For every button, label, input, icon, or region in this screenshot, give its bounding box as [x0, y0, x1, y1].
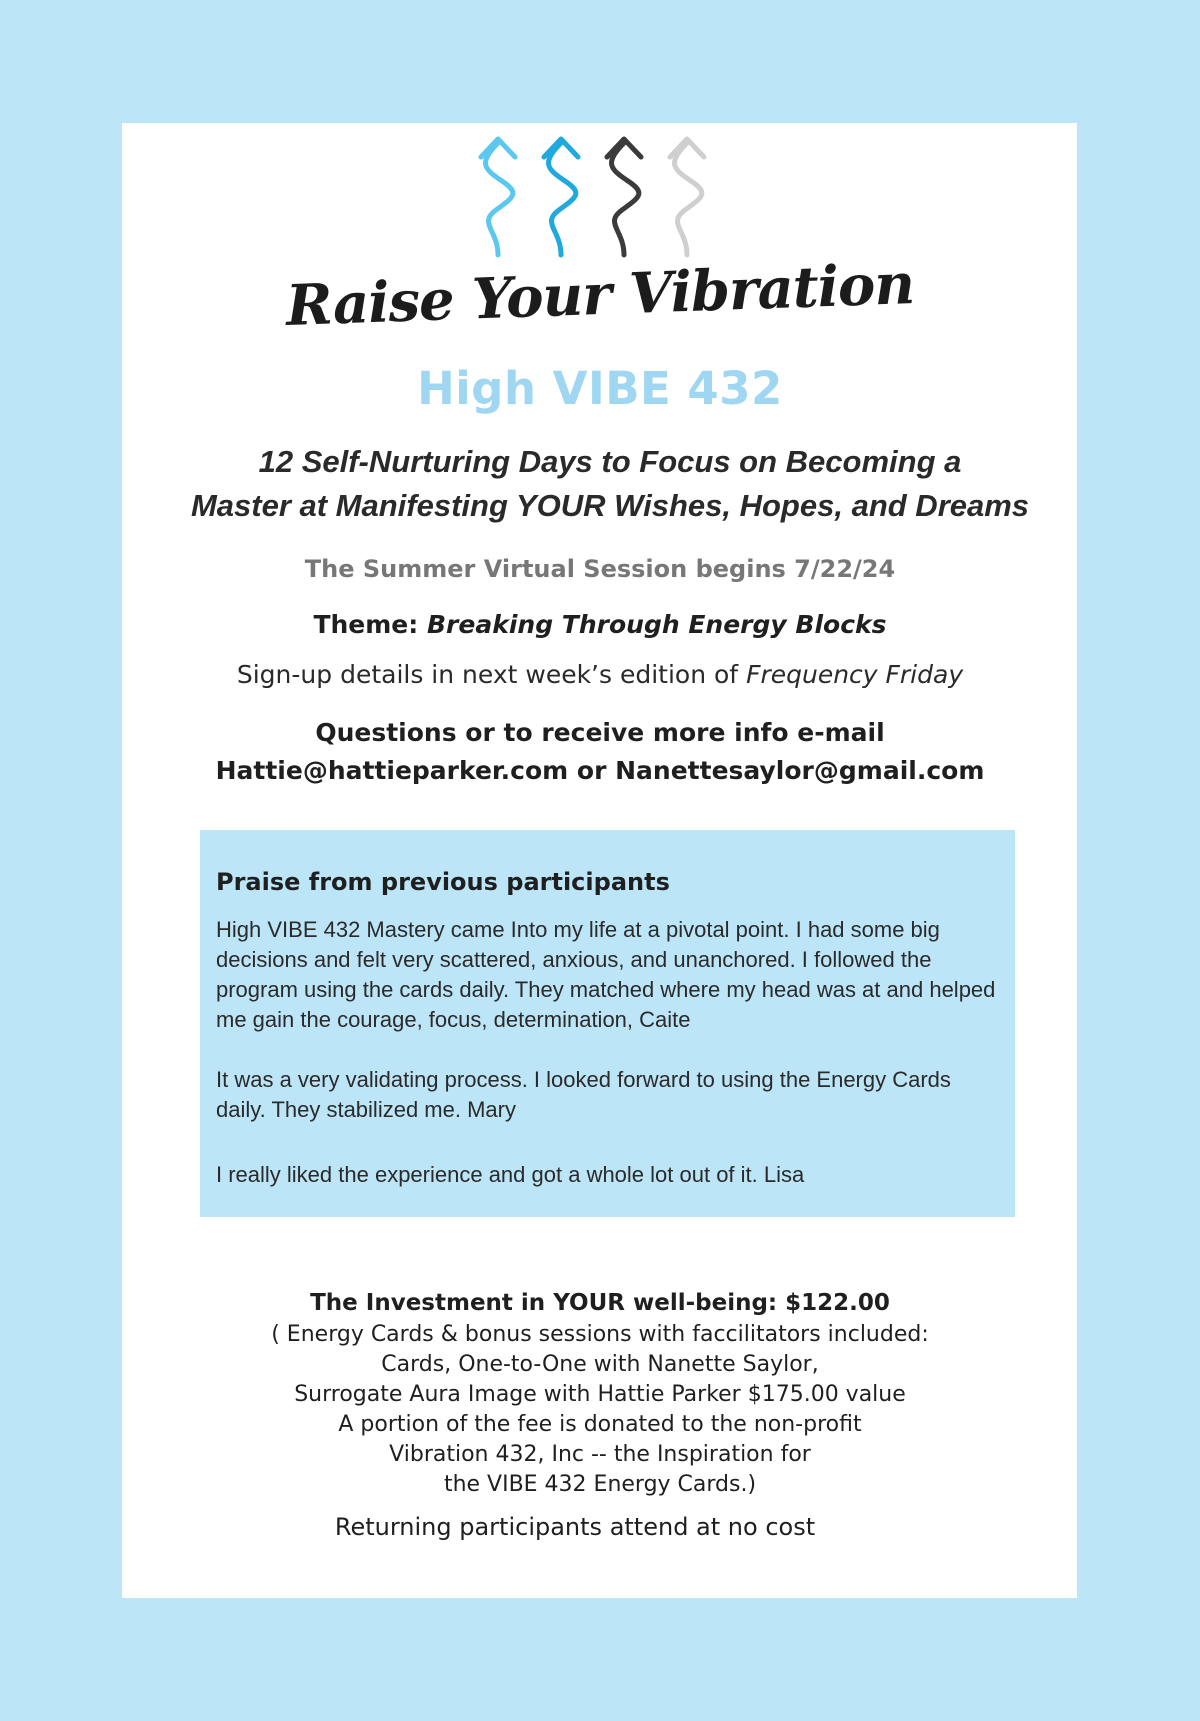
investment-headline: The Investment in YOUR well-being: $122.00 [310, 1290, 890, 1316]
script-title: Raise Your Vibration [284, 251, 916, 339]
investment-detail-line: ( Energy Cards & bonus sessions with faccilitators included: [271, 1322, 929, 1347]
contact-block [0, 714, 1200, 790]
investment-detail-line: Surrogate Aura Image with Hattie Parker $175.00 value [294, 1382, 906, 1407]
returning-note: Returning participants attend at no cost [334, 1513, 816, 1541]
testimonial-mary: It was a very validating process. I looked forward to using the Energy Cards daily. They stabilized me. Mary [216, 1067, 951, 1122]
theme-line [0, 610, 1200, 639]
testimonial-caite: High VIBE 432 Mastery came Into my life at a pivotal point. I had some big decisions and felt very scattered, anxious, and unanchored. I followed the program using the cards daily. They matched where my head was at and helped me gain the courage, focus, determination, Caite [216, 917, 996, 1032]
signup-publication: Frequency Friday [746, 660, 964, 689]
signup-line [0, 660, 1200, 689]
investment-detail-line: the VIBE 432 Energy Cards.) [443, 1472, 757, 1497]
investment-detail-line: Cards, One-to-One with Nanette Saylor, [381, 1352, 819, 1377]
investment-detail-line: A portion of the fee is donated to the non-profit [338, 1412, 862, 1437]
wavy-arrow-up-icon [481, 139, 515, 255]
theme-label: Theme: [313, 610, 419, 639]
subtitle [190, 440, 1030, 528]
contact-emails[interactable]: Hattie@hattieparker.com or Nanettesaylor@gmail.com [215, 756, 985, 785]
theme-value: Breaking Through Energy Blocks [426, 610, 887, 639]
brand-title: High VIBE 432 [417, 362, 783, 415]
praise-title: Praise from previous participants [216, 868, 670, 896]
wavy-arrow-up-icon [607, 139, 641, 255]
logo [470, 135, 740, 260]
contact-line-1: Questions or to receive more info e-mail [315, 718, 885, 747]
investment-details [0, 1320, 1200, 1500]
subtitle-line-1: 12 Self-Nurturing Days to Focus on Becoming a [258, 444, 962, 479]
testimonial-lisa: I really liked the experience and got a whole lot out of it. Lisa [216, 1162, 805, 1187]
signup-text: Sign-up details in next week’s edition of [236, 660, 747, 689]
session-start: The Summer Virtual Session begins 7/22/24 [304, 555, 896, 583]
wavy-arrow-up-icon [544, 139, 578, 255]
wavy-arrow-up-icon [670, 139, 704, 255]
subtitle-line-2: Master at Manifesting YOUR Wishes, Hopes, and Dreams [190, 488, 1030, 523]
investment-detail-line: Vibration 432, Inc -- the Inspiration for [389, 1442, 811, 1467]
